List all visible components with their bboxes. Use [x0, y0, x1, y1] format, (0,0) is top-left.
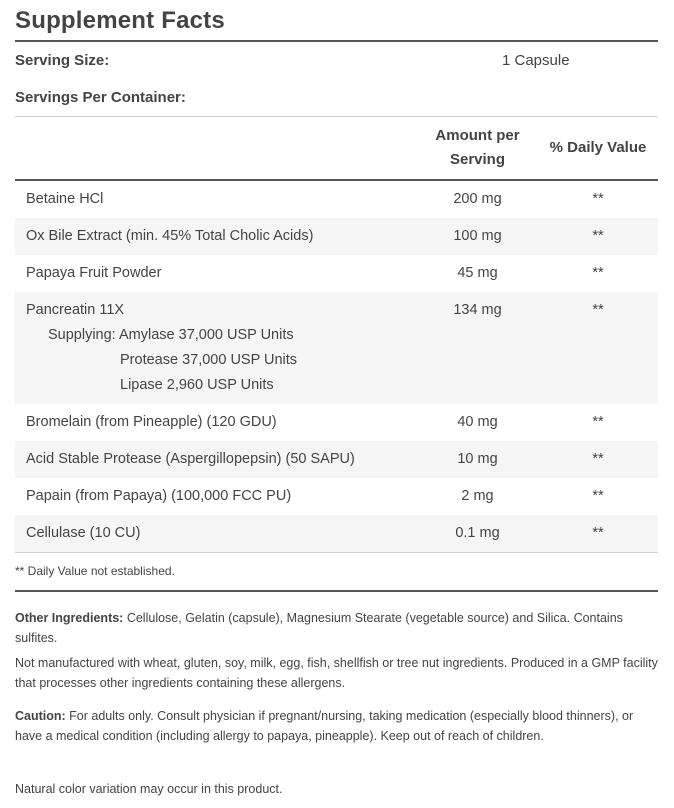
nutrient-row: [15, 515, 658, 552]
sub-ingredient-lipase: Lipase 2,960 USP Units: [120, 377, 274, 393]
nutrient-name: Pancreatin 11X: [26, 302, 125, 318]
caution-label: Caution:: [15, 709, 66, 723]
other-ingredients-text: Cellulose, Gelatin (capsule), Magnesium Stearate (vegetable source) and Silica. Contains sulfites.: [15, 611, 623, 645]
caution-text: For adults only. Consult physician if pregnant/nursing, taking medication (especially blood thinners), or have a medical condition (including allergy to papaya, pineapple). Keep out of reach of children.: [15, 709, 634, 743]
other-ingredients: [15, 608, 658, 648]
daily-value-header: % Daily Value: [549, 139, 647, 156]
nutrient-row-pancreatin: [15, 292, 658, 404]
title-divider: [15, 40, 658, 42]
sub-ingredient-protease: Protease 37,000 USP Units: [120, 352, 298, 368]
nutrient-name: Cellulase (10 CU): [26, 525, 141, 541]
servings-per-container-label: Servings Per Container:: [15, 89, 186, 106]
caution-statement: [15, 706, 658, 746]
nutrient-daily-value: **: [592, 488, 604, 504]
nutrient-amount: 134 mg: [453, 302, 502, 318]
nutrient-daily-value: **: [592, 302, 604, 318]
other-ingredients-label: Other Ingredients:: [15, 611, 124, 625]
nutrient-name: Betaine HCl: [26, 191, 104, 207]
footnote-divider: [15, 590, 658, 592]
supplying-label: Supplying:: [48, 327, 116, 343]
nutrient-amount: 40 mg: [457, 414, 498, 430]
nutrient-row: [15, 404, 658, 441]
nutrient-name: Acid Stable Protease (Aspergillopepsin) (50 SAPU): [26, 451, 355, 467]
panel-title: Supplement Facts: [15, 7, 225, 34]
nutrient-daily-value: **: [592, 228, 604, 244]
nutrient-daily-value: **: [592, 265, 604, 281]
serving-size-value: 1 Capsule: [502, 52, 570, 69]
nutrient-amount: 45 mg: [457, 265, 498, 281]
nutrient-row: [15, 478, 658, 515]
serving-divider: [15, 116, 658, 117]
nutrient-name: Papaya Fruit Powder: [26, 265, 162, 281]
amount-header-line2: Serving: [449, 151, 506, 168]
nutrient-row: [15, 255, 658, 292]
sub-ingredient-amylase: Amylase 37,000 USP Units: [119, 327, 294, 343]
nutrient-amount: 10 mg: [457, 451, 498, 467]
serving-size-label: Serving Size:: [15, 52, 110, 69]
nutrient-name: Papain (from Papaya) (100,000 FCC PU): [26, 488, 292, 504]
daily-value-footnote: ** Daily Value not established.: [15, 564, 175, 578]
amount-per-serving-header: [420, 124, 535, 172]
nutrient-amount: 200 mg: [453, 191, 502, 207]
nutrient-amount: 0.1 mg: [455, 525, 500, 541]
nutrient-daily-value: **: [592, 191, 604, 207]
amount-header-line1: Amount per: [435, 127, 520, 144]
nutrient-row: [15, 441, 658, 478]
nutrient-row: [15, 181, 658, 218]
nutrient-amount: 2 mg: [461, 488, 494, 504]
nutrient-daily-value: **: [592, 451, 604, 467]
nutrient-amount: 100 mg: [453, 228, 502, 244]
nutrient-name: Bromelain (from Pineapple) (120 GDU): [26, 414, 277, 430]
nutrient-name: Ox Bile Extract (min. 45% Total Cholic Acids): [26, 228, 314, 244]
table-bottom-divider: [15, 552, 658, 553]
nutrient-daily-value: **: [592, 414, 604, 430]
nutrient-row: [15, 218, 658, 255]
color-variation-note: Natural color variation may occur in this product.: [15, 782, 283, 796]
nutrient-daily-value: **: [592, 525, 604, 541]
allergen-statement: Not manufactured with wheat, gluten, soy, milk, egg, fish, shellfish or tree nut ingredients. Produced in a GMP facility that processes other ingredients containing these allergens.: [15, 656, 658, 690]
